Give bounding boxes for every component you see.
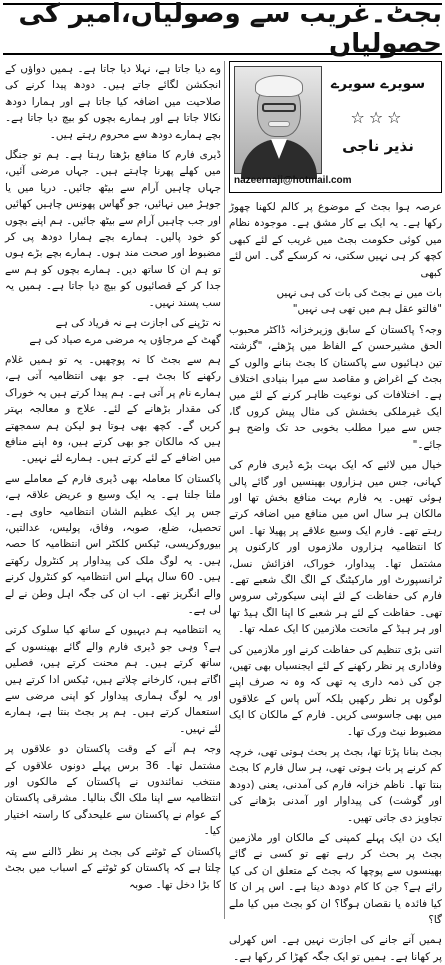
paragraph: پاکستان کے ٹوٹنے کی بجٹ پر نظر ڈالنے سے پتہ چلتا ہے کہ پاکستان کو ٹوٹنے کے اسباب میں بجٹ کا بڑا دخل تھا۔ صوبہ	[5, 845, 221, 891]
newspaper-column-page	[3, 0, 442, 963]
headline-bar	[3, 0, 442, 59]
author-photo	[234, 66, 322, 174]
headline: بجٹ۔غریب سے وصولیاں،امیر کی حصولیاں	[18, 0, 442, 59]
left-column-body	[5, 61, 221, 893]
paragraph: خیال میں لائیے کہ ایک بہت بڑے ڈیری فارم کی کہانی، جس میں ہزاروں بھینسیں اور گائے پالی ہوئی تھیں۔ یہ فارم بہت منافع بخش تھا اور مالکان ہر سال اس میں منافع میں اضافہ کرتے رہتے تھے۔ فارم ایک وسیع علاقے پر پھیلا تھا۔ اس کا انتظامیہ ہزاروں ملازموں اور کارکنوں پر مشتمل تھا۔ پیداوار، خوراک، افزائش نسل، ٹرانسپورٹ اور مارکیٹنگ کے الگ الگ شعبے تھے۔ فارم کی حفاظت کے لئے اپنی سیکورٹی سروس تھی۔ حفاظت کے لئے ہر شعبے کا اپنا الگ ہیڈ تھا اور ہر ہیڈ کے ماتحت ملازمین کا ایک عملہ تھا۔	[229, 459, 442, 636]
paragraph: نہ تڑپنے کی اجازت ہے نہ فریاد کی ہے گھٹ کے مرجاؤں یہ مرضی مرے صیاد کی ہے	[29, 317, 221, 346]
right-column	[229, 61, 442, 963]
paragraph: ڈیری فارم کا منافع بڑھتا رہتا ہے۔ ہم تو جنگل میں کھلے پھرنا چاہتے ہیں۔ جہاں مرضی آئیں، جہاں چاہیں آرام سے بیٹھ جائیں۔ دریا میں یا جوہڑ میں نہائیں، جو گھاس پھونس چاہیں کھائیں اور جب چاہیں آرام سے بیٹھ جائیں۔ ہم اپنے بچوں کو خود پالیں۔ ہمارے بچے ہمارا دودھ پی کر مضبوط اور صحت مند ہوں۔ ہمارے بچے بڑے ہوں تو ہم ان کا ساتھ دیں۔ ہمارے بچوں کو ہم سے جدا کر کے قصائیوں کو بیچ دیا جاتا ہے۔ ہمیں یہ سب پسند نہیں۔	[5, 149, 221, 309]
right-column-body	[229, 199, 442, 965]
paragraph: عرصہ ہوا بجٹ کے موضوع پر کالم لکھنا چھوڑ رکھا ہے۔ یہ ایک بے کار مشق ہے۔ موجودہ نظام میں کوئی حکومت بجٹ میں غریب کے لئے کبھی کچھ کر ہی نہیں سکتی، نہ کرسکے گی۔ اس لئے کبھی	[229, 201, 442, 279]
stars-icon: ☆☆☆	[350, 108, 406, 127]
paragraph: وے دیا جاتا ہے، نہلا دیا جاتا ہے۔ ہمیں دواؤں کے انجکشن لگائے جاتے ہیں۔ دودھ پیدا کرنے کی صلاحیت میں اضافہ کیا جاتا ہے اور ہمارا دودھ نکالا جاتا ہے اور ہمارے بچوں کو بیچ دیا جاتا ہے۔ بچے ہمارے دودھ سے محروم رہتے ہیں۔	[5, 63, 221, 141]
paragraph: بات میں نے بجٹ کی بات کی ہی نہیں "فالتو عقل ہم میں تھی ہی نہیں"	[276, 287, 442, 316]
paragraph: اتنی بڑی تنظیم کی حفاظت کرنے اور ملازمین کی وفاداری پر نظر رکھنے کے لئے ایجنسیاں بھی تھیں، جن کی ذمہ داری یہ تھی کہ وہ نہ صرف اپنے لوگوں پر نظر رکھیں بلکہ آس پاس کے علاقوں میں بھی جاسوسی کریں۔ فارم کے مالکان کا ایک مضبوط نیٹ ورک تھا۔	[229, 643, 442, 738]
author-name: نذیر ناجی	[342, 137, 414, 155]
paragraph: بجٹ بنانا پڑتا تھا، بجٹ پر بحث ہوتی تھی، خرچہ کم کرنے پر بات ہوتی تھی، ہر سال فارم کا بجٹ بنتا تھا۔ ناظم خزانہ فارم کی آمدنی، یعنی (دودھ اور گوشت) کی پیداوار اور آمدنی بڑھانے کی تجاویز دی جاتی تھیں۔	[229, 746, 442, 824]
byline-box	[229, 61, 442, 193]
paragraph: پاکستان کا معاملہ بھی ڈیری فارم کے معاملے سے ملتا جلتا ہے۔ یہ ایک وسیع و عریض علاقہ ہے، جس پر ایک عظیم الشان انتظامیہ حاوی ہے۔ تحصیل، ضلع، صوبہ، وفاق، پولیس، عدالتیں، بیوروکریسی، ٹیکس کلکٹر اس انتظامیہ کا حصہ ہیں۔ یہ لوگ ملک کی پیداوار پر کنٹرول رکھتے ہیں۔ 60 سال پہلے اس انتظامیہ کو کنٹرول کرنے والے انگریز تھے۔ اب ان کی جگہ اہل وطن نے لے لی ہے۔	[5, 472, 221, 616]
author-email[interactable]: nazeernaji@hotmail.com	[234, 174, 352, 186]
column-divider	[224, 61, 225, 919]
paragraph: ہمیں آنے جانے کی اجازت نہیں ہے۔ اس کھرلی پر کھانا ہے۔ ہمیں تو ایک جگہ کھڑا کر رکھا ہے۔	[229, 934, 442, 963]
paragraph: ایک دن ایک پہلے کمپنی کے مالکان اور ملازمین بجٹ پر بحث کر رہے تھے تو کسی نے گائے بھینسوں سے پوچھا کہ بجٹ کے متعلق ان کی کیا رائے ہے؟ جن کا کام دودھ دینا ہے۔ اس پر ان کا کیا فائدہ یا نقصان ہوگا؟ ان کو بجٹ میں کیا ملے گا؟	[229, 832, 442, 927]
paragraph: وجہ ہم آنے کے وقت پاکستان دو علاقوں پر مشتمل تھا۔ 36 برس پہلے دونوں علاقوں کے منتخب نمائندوں نے پاکستان کے مالکوں اور انتظامیہ سے اپنا ملک الگ بنالیا۔ مشرقی پاکستان کے عوام نے پاکستان سے علیحدگی کا راستہ اختیار کیا۔	[5, 743, 221, 838]
left-column	[5, 61, 221, 919]
paragraph: وجہ؟ پاکستان کے سابق وزیرخزانہ ڈاکٹر محبوب الحق مشیرحسن کے الفاظ میں پڑھئے، "گزشتہ تین دہائیوں سے پاکستان کا بجٹ بنانے والوں کے بجٹ کے اغراض و مقاصد سے میرا بنیادی اختلاف ہے۔ اختلافات کی نوعیت ظاہر کرنے کے لئے میں ایک غیرملکی بخشش کی مثال پیش کروں گا، جس سے میرا مطلب بخوبی حد تک واضح ہو جائے۔"	[229, 323, 442, 451]
paragraph: ہم سے بجٹ کا نہ پوچھیں۔ یہ تو ہمیں غلام رکھنے کا بجٹ ہے۔ جو بھی انتظامیہ آتی ہے، ہمارے نام پر آتی ہے۔ ہم پیدا کرتے ہیں یہ خوراک کی مقدار بڑھانے کے لئے۔ علاج و معالجہ بہتر کریں گے۔ کچھ بھی ہوتا ہو لیکن ہم سمجھتے ہیں کہ مالکان جو بھی کرتے ہیں، وہ اپنے منافع میں اضافے کے لئے کرتے ہیں۔ ہمارے لئے نہیں۔	[5, 353, 221, 465]
column-name: سویرے سویرے	[330, 76, 426, 92]
paragraph: یہ انتظامیہ ہم دیہیوں کے ساتھ کیا سلوک کرتی ہے؟ وہی جو ڈیری فارم والے گائے بھینسوں کے ساتھ کرتے ہیں۔ ہم محنت کرتے ہیں، فصلیں اگاتے ہیں، کارخانے چلاتے ہیں، ٹیکس ادا کرتے ہیں اور یہ لوگ ہماری پیداوار کو اپنی مرضی سے استعمال کرتے ہیں۔ ہم پر بجٹ بنتا ہے، ہمارے لئے نہیں۔	[5, 624, 221, 735]
